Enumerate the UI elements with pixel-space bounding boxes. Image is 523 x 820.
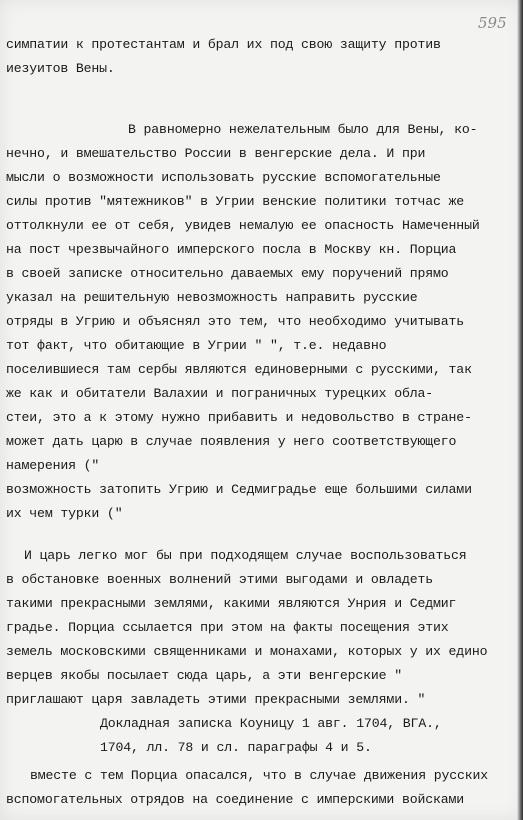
text-line: в своей записке относительно даваемых ему поручений прямо: [6, 266, 449, 281]
text-line: отряды в Угрию и объяснял это тем, что необходимо учитывать: [6, 314, 465, 329]
text-line: в обстановке военных волнений этими выгодами и овладеть: [6, 572, 434, 587]
text-line: намерения (": [6, 458, 100, 473]
text-line: указал на решительную невозможность направить русские: [6, 290, 418, 305]
text-line: силы против "мятежников" в Угрии венские политики тотчас же: [6, 194, 465, 209]
text-line: нечно, и вмешательство России в венгерские дела. И при: [6, 146, 426, 161]
text-line: вспомогательных отрядов на соединение с имперскими войсками: [6, 792, 465, 807]
text-line: вместе с тем Порциа опасался, что в случае движения русских: [30, 768, 489, 783]
text-line: верцев якобы посылает сюда царь, а эти венгерские ": [6, 668, 402, 683]
footnote-line: Докладная записка Коуницу 1 авг. 1704, ВГА.,: [100, 716, 442, 731]
text-line: В равномерно нежелательным было для Вены, ко-: [128, 122, 478, 137]
text-line: может дать царю в случае появления у него соответствующего: [6, 434, 457, 449]
folio-number: 595: [478, 14, 507, 32]
text-line: стеи, это а к этому нужно прибавить и недовольство в стране-: [6, 410, 472, 425]
text-line: на пост чрезвычайного имперского посла в Москву кн. Порциа: [6, 242, 457, 257]
text-line: такими прекрасными землями, какими являются Унрия и Седмиг: [6, 596, 457, 611]
text-line: оттолкнули ее от себя, увидев немалую ее опасность Намеченный: [6, 218, 480, 233]
text-line: иезуитов Вены.: [6, 61, 115, 76]
text-line: земель московскими священниками и монахами, которых у их едино: [6, 644, 488, 659]
text-line: И царь легко мог бы при подходящем случае воспользоваться: [24, 548, 467, 563]
text-line: поселившиеся там сербы являются единоверными с русскими, так: [6, 362, 472, 377]
footnote-line: 1704, лл. 78 и сл. параграфы 4 и 5.: [100, 740, 372, 755]
text-line: же как и обитатели Валахии и пограничных турецких обла-: [6, 386, 434, 401]
text-line: мысли о возможности использовать русские вспомогательные: [6, 170, 441, 185]
text-line: приглашают царя завладеть этими прекрасными землями. ": [6, 692, 426, 707]
text-line: градье. Порциа ссылается при этом на факты посещения этих: [6, 620, 449, 635]
text-line: симпатии к протестантам и брал их под свою защиту против: [6, 37, 441, 52]
text-line: тот факт, что обитающие в Угрии " ", т.е. недавно: [6, 338, 387, 353]
text-line: возможность затопить Угрию и Седмиградье еще большими силами: [6, 482, 472, 497]
text-line: их чем турки (": [6, 506, 123, 521]
